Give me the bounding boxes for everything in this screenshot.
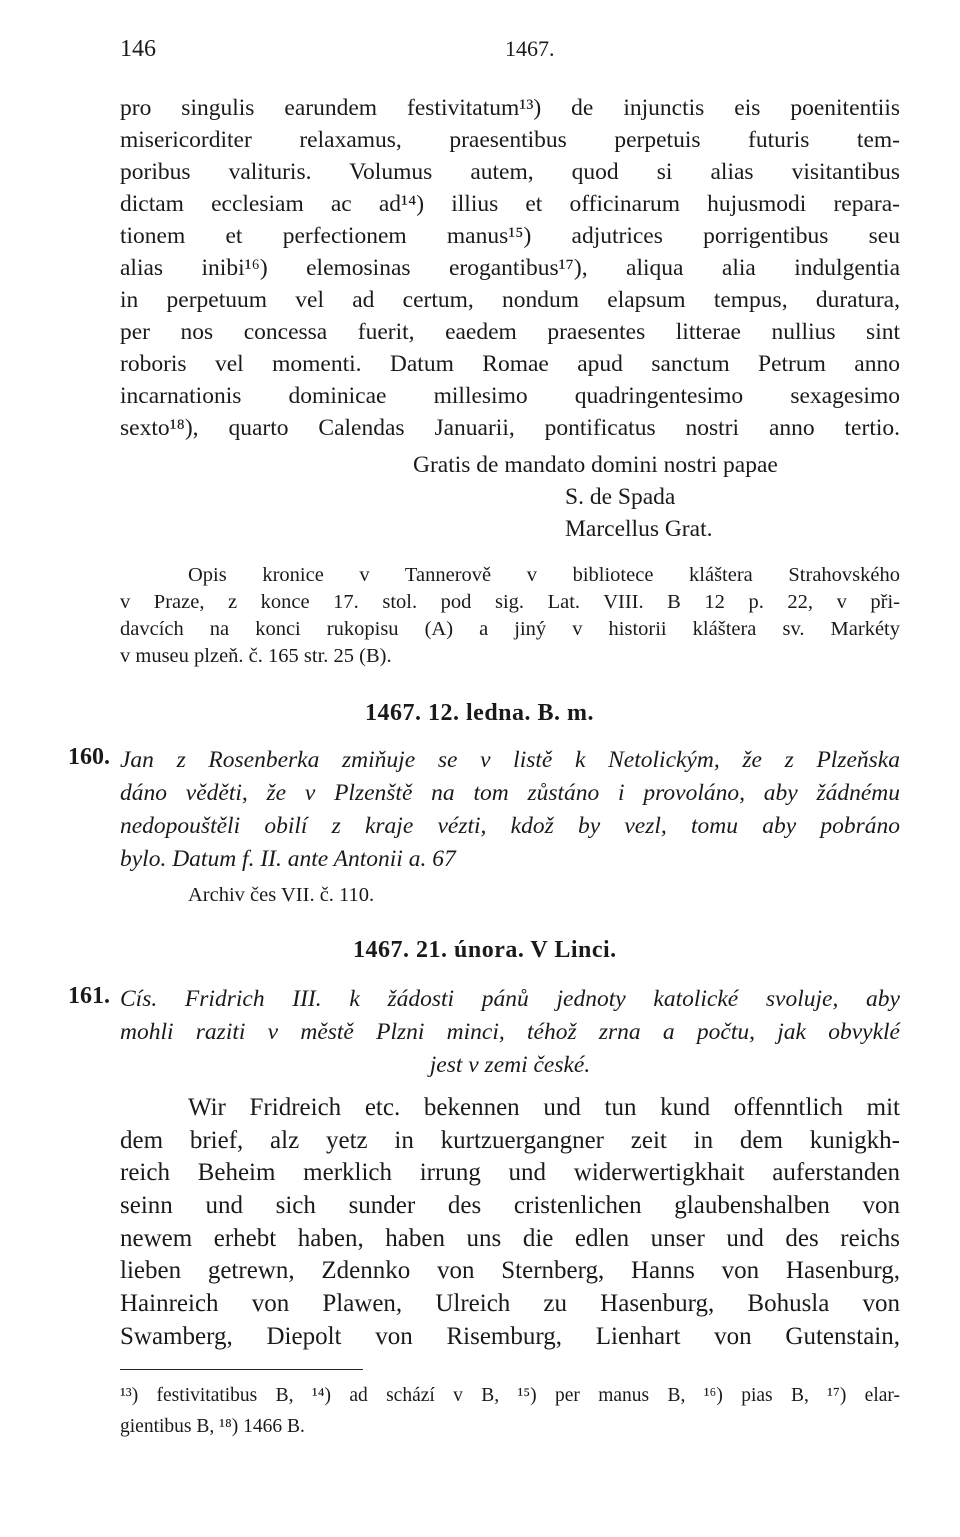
text-line: Jan z Rosenberka zmiňuje se v listě k Netolickým, že z Plzeňska	[120, 747, 900, 773]
text-line: alias inibi¹⁶) elemosinas erogantibus¹⁷), aliqua alia indulgentia	[120, 255, 900, 281]
text-line: Swamberg, Diepolt von Risemburg, Lienhart von Gutenstain,	[120, 1322, 900, 1350]
source-note	[120, 562, 900, 670]
text-line: poribus valituris. Volumus autem, quod si alias visitantibus	[120, 159, 900, 185]
footnote-line: ¹³) festivitatibus B, ¹⁴) ad schází v B, ¹⁵) per manus B, ¹⁶) pias B, ¹⁷) elar-	[120, 1385, 900, 1406]
page-header	[0, 30, 960, 70]
page-number: 146	[120, 36, 156, 62]
signature-spada: S. de Spada	[565, 484, 676, 510]
text-line: misericorditer relaxamus, praesentibus perpetuis futuris tem-	[120, 127, 900, 153]
german-charter-text	[120, 1092, 900, 1354]
text-line: Hainreich von Plawen, Ulreich zu Hasenburg, Bohusla von	[120, 1290, 900, 1318]
footnotes	[120, 1380, 900, 1442]
text-line: v museu plzeň. č. 165 str. 25 (B).	[120, 645, 392, 667]
entry-date-161: 1467. 21. února. V Linci.	[353, 937, 617, 963]
text-line: bylo. Datum f. II. ante Antonii a. 67	[120, 846, 456, 872]
text-line: tionem et perfectionem manus¹⁵) adjutrices porrigentibus seu	[120, 223, 900, 249]
latin-charter-text	[120, 92, 900, 444]
text-line: dictam ecclesiam ac ad¹⁴) illius et officinarum hujusmodi repara-	[120, 191, 900, 217]
archive-reference: Archiv čes VII. č. 110.	[188, 884, 375, 906]
text-line: newem erhebt haben, haben uns die edlen unser und des reichs	[120, 1224, 900, 1252]
text-line: lieben getrewn, Zdennko von Sternberg, Hanns von Hasenburg,	[120, 1257, 900, 1285]
regest-160	[120, 744, 900, 876]
text-line: mohli raziti v městě Plzni minci, téhož zrna a počtu, jak obvyklé	[120, 1019, 900, 1045]
text-line: nedopouštěli obilí z kraje vézti, kdož by vezl, tomu aby pobráno	[120, 813, 900, 839]
text-line: sexto¹⁸), quarto Calendas Januarii, pontificatus nostri anno tertio.	[120, 415, 900, 441]
text-line: roboris vel momenti. Datum Romae apud sanctum Petrum anno	[120, 351, 900, 377]
text-line: v Praze, z konce 17. stol. pod sig. Lat. VIII. B 12 p. 22, v při-	[120, 591, 900, 613]
footnote-line: gientibus B, ¹⁸) 1466 B.	[120, 1416, 305, 1437]
text-line: in perpetuum vel ad certum, nondum elapsum tempus, duratura,	[120, 287, 900, 313]
text-line: Cís. Fridrich III. k žádosti pánů jednoty katolické svoluje, aby	[120, 986, 900, 1012]
document-number-160: 160.	[68, 744, 110, 770]
gratis-note: Gratis de mandato domini nostri papae	[413, 452, 778, 478]
text-line: davcích na konci rukopisu (A) a jiný v historii kláštera sv. Markéty	[120, 618, 900, 640]
text-line: Wir Fridreich etc. bekennen und tun kund offenntlich mit	[188, 1094, 900, 1121]
text-line: reich Beheim merklich irrung und widerwertigkhait auferstanden	[120, 1159, 900, 1187]
text-line: seinn und sich sunder des cristenlichen glaubenshalben von	[120, 1192, 900, 1220]
footnote-divider	[120, 1369, 363, 1370]
regest-161	[120, 983, 900, 1082]
text-line: pro singulis earundem festivitatum¹³) de injunctis eis poenitentiis	[120, 95, 900, 121]
text-line: per nos concessa fuerit, eaedem praesentes litterae nullius sint	[120, 319, 900, 345]
entry-date-160: 1467. 12. ledna. B. m.	[365, 700, 595, 726]
text-line: Opis kronice v Tannerově v bibliotece kláštera Strahovského	[188, 564, 900, 586]
text-line: jest v zemi české.	[429, 1052, 591, 1078]
signature-marcellus: Marcellus Grat.	[565, 516, 713, 542]
text-line: dáno věděti, že v Plzenště na tom zůstáno i provoláno, aby žádnému	[120, 780, 900, 806]
document-number-161: 161.	[68, 983, 110, 1009]
text-line: incarnationis dominicae millesimo quadringentesimo sexagesimo	[120, 383, 900, 409]
running-head-year: 1467.	[505, 36, 555, 61]
text-line: dem brief, alz yetz in kurtzuergangner zeit in dem kunigkh-	[120, 1126, 900, 1154]
